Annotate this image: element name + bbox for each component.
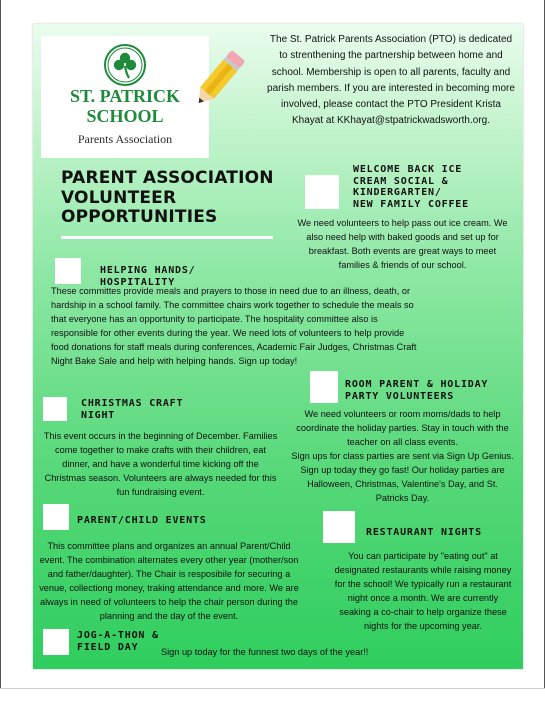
parent-child-heading: PARENT/CHILD EVENTS	[77, 515, 207, 526]
jogathon-heading-line2: FIELD DAY	[77, 641, 139, 653]
room-parent-checkbox[interactable]	[310, 371, 338, 403]
room-parent-heading-line1: ROOM PARENT & HOLIDAY	[345, 379, 489, 390]
room-parent-heading-line2: PARTY VOLUNTEERS	[345, 390, 455, 402]
ice-cream-heading-line3: KINDERGARTEN/	[353, 187, 442, 198]
christmas-body: This event occurs in the beginning of December. Families come together to make crafts with their children, eat dinner, and have a wonderful time kicking off the Christmas season. Volunteers are always needed for this fun fundraising event.	[43, 431, 278, 497]
christmas-heading-line2: NIGHT	[81, 409, 116, 421]
jogathon-checkbox[interactable]	[43, 629, 69, 655]
bottom-strip	[0, 688, 545, 706]
title-line2: VOLUNTEER	[61, 187, 177, 208]
flyer	[33, 24, 523, 669]
room-parent-body	[290, 407, 515, 505]
parent-child-body: This committee plans and organizes an annual Parent/Child event. The combination alternates every other year (mother/son and father/daughter). The Chair is resposibile for securing a venue, collectiong money, traking attendance and more. We are always in need of volunteers to help the chair person during the planning and the day of the event.	[39, 541, 299, 621]
jogathon-heading	[77, 630, 159, 653]
helping-hands-heading-line2: HOSPITALITY	[100, 276, 176, 288]
title-line1: PARENT ASSOCIATION	[61, 168, 274, 188]
helping-hands-heading-line1: HELPING HANDS/	[100, 265, 196, 276]
ice-cream-heading-line1: WELCOME BACK ICE	[353, 164, 463, 175]
christmas-checkbox[interactable]	[43, 397, 67, 421]
christmas-heading	[81, 398, 183, 421]
ice-cream-heading-line4: NEW FAMILY COFFEE	[353, 198, 469, 210]
ice-cream-checkbox[interactable]	[305, 175, 339, 209]
logo-name-line2: SCHOOL	[86, 106, 164, 126]
shamrock-icon	[104, 44, 146, 86]
pencil-icon	[183, 46, 253, 114]
helping-hands-body: These committes provide meals and prayers to those in need due to an illness, death, or hardship in a school family. The committee chairs work together to schedule the meals so that everyone has an opportunity to participate. The hospitality committee also is responsible for other events during the year. We need lots of volunteers to help provide food donations for staff meals during conferences, Academic Fair Judges, Christmas Craft Night Bake Sale and help with helping hands. Sign up today!	[51, 286, 417, 366]
ice-cream-body: We need volunteers to help pass out ice cream. We also need help with baked goods and set up for breakfast. Both events are great ways to meet families & friends of our school.	[297, 218, 508, 270]
restaurant-body: You can participate by "eating out" at designated restaurants while raising money for the school! We typically run a restaurant night once a month. We are currently seaking a co-chair to help organize these nights for the upcoming year.	[334, 551, 512, 631]
jogathon-heading-line1: JOG-A-THON &	[77, 630, 159, 641]
christmas-heading-line1: CHRISTMAS CRAFT	[81, 398, 184, 409]
room-parent-heading	[345, 379, 488, 402]
logo-subtitle: Parents Association	[77, 132, 173, 146]
intro-text: The St. Patrick Parents Association (PTO) is dedicated to strenthening the partnership between home and school. Membership is open to all parents, faculty and parish members. If you are interested in becoming more involved, please contact the PTO President Krista Khayat at KKhayat@stpatrickwadsworth.org.	[267, 34, 515, 127]
restaurant-heading: RESTAURANT NIGHTS	[366, 527, 482, 538]
logo-name-line1: ST. PATRICK	[69, 86, 180, 106]
ice-cream-heading-line2: CREAM SOCIAL &	[353, 175, 449, 187]
page-title	[61, 169, 281, 228]
title-underline	[61, 236, 273, 239]
room-parent-body-part1: We need volunteers or room moms/dads to help coordinate the holiday parties. Stay in touch with the teacher on all class events.	[296, 409, 509, 447]
ice-cream-heading	[353, 164, 469, 210]
jogathon-body: Sign up today for the funnest two days of the year!!	[161, 647, 369, 657]
parent-child-checkbox[interactable]	[43, 504, 69, 530]
room-parent-body-part2: Sign ups for class parties are sent via Sign Up Genius. Sign up today they go fast! Our holiday parties are Halloween, Christmas, Valentine's Day, and St. Patricks Day.	[291, 451, 514, 503]
title-line3: OPPORTUNITIES	[61, 207, 218, 227]
restaurant-checkbox[interactable]	[323, 511, 355, 543]
helping-hands-checkbox[interactable]	[55, 258, 81, 284]
